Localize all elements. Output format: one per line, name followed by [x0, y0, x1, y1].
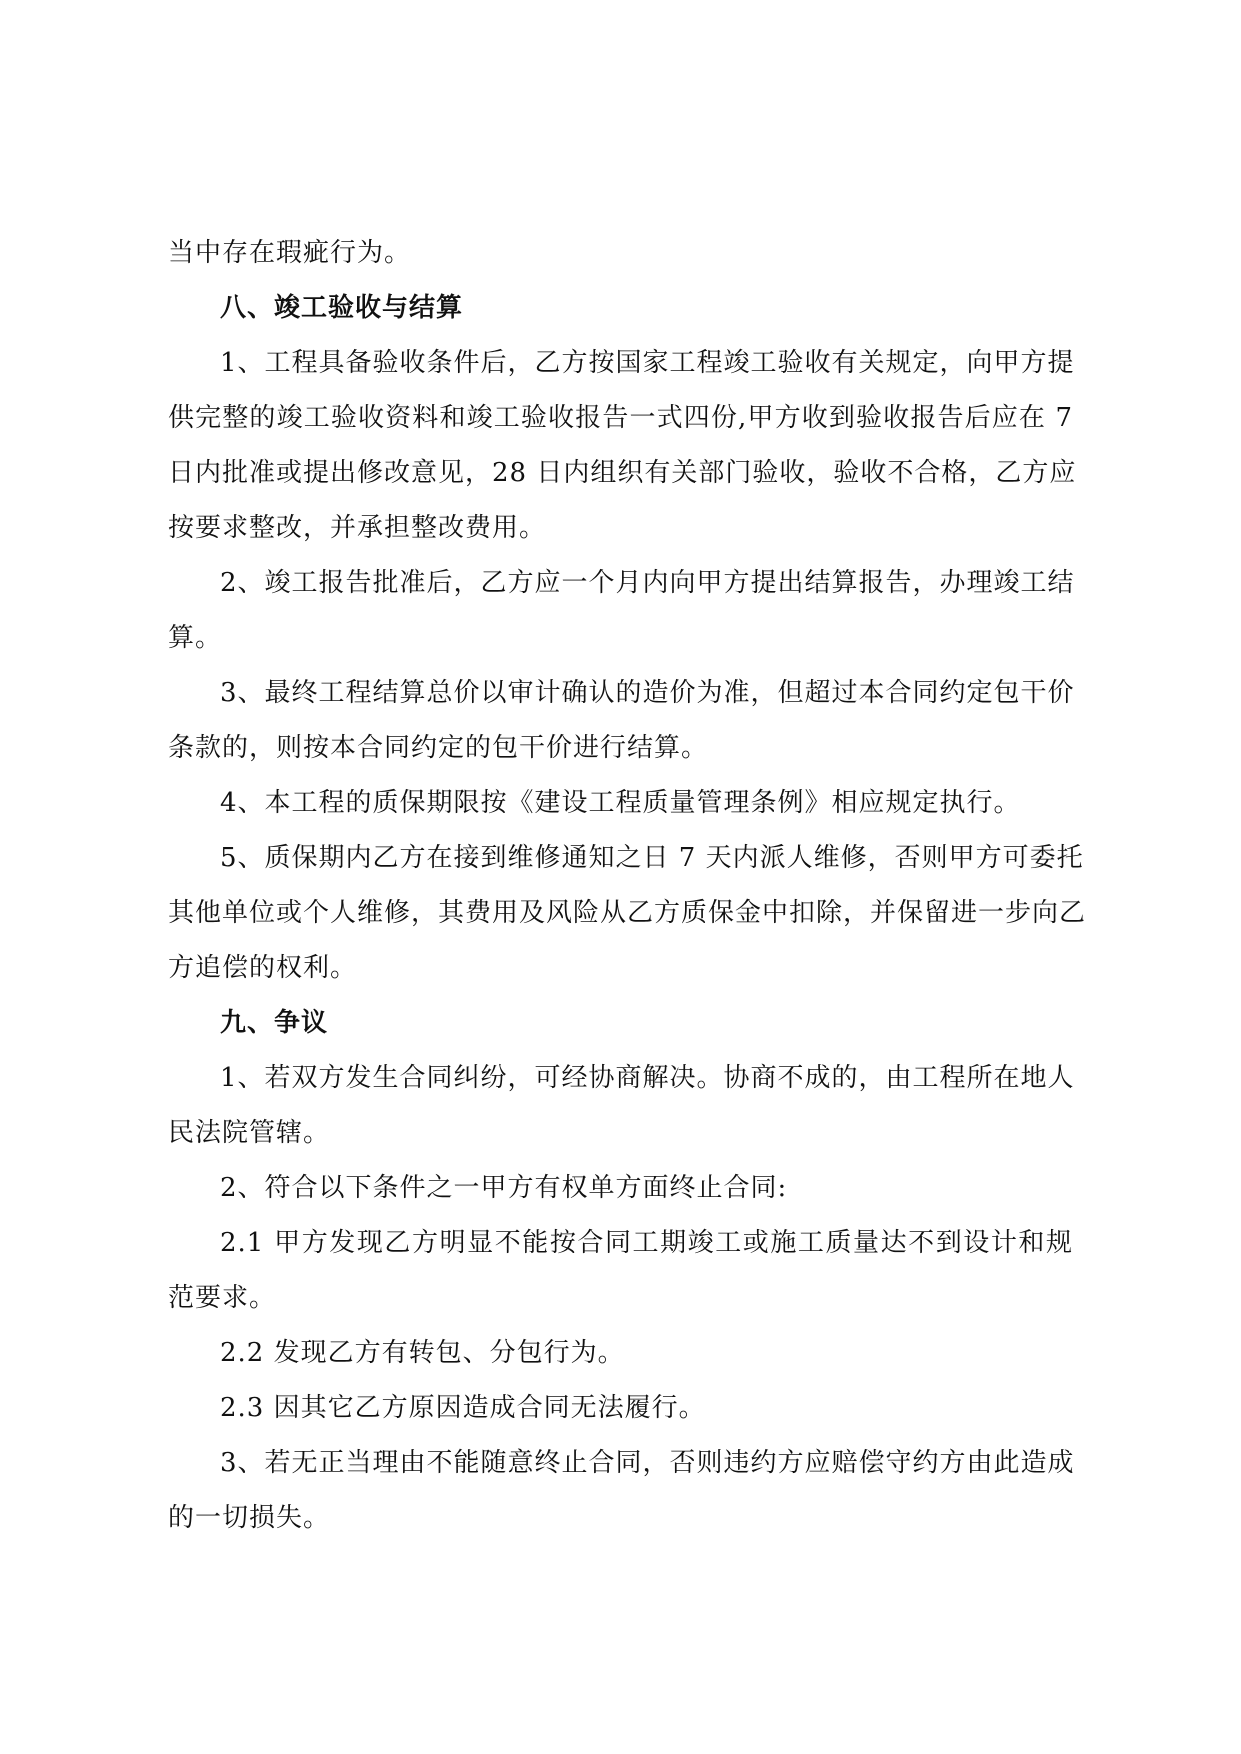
- text-line: 3、最终工程结算总价以审计确认的造价为准，但超过本合同约定包干价: [220, 678, 1075, 708]
- text-line: 2.2 发现乙方有转包、分包行为。: [220, 1338, 625, 1368]
- text-line: 2.1 甲方发现乙方明显不能按合同工期竣工或施工质量达不到设计和规: [220, 1228, 1073, 1258]
- text-line: 1、工程具备验收条件后，乙方按国家工程竣工验收有关规定，向甲方提: [220, 348, 1075, 378]
- text-line: 条款的，则按本合同约定的包干价进行结算。: [168, 733, 709, 763]
- text-line: 1、若双方发生合同纠纷，可经协商解决。协商不成的，由工程所在地人: [220, 1063, 1075, 1093]
- text-line: 2.3 因其它乙方原因造成合同无法履行。: [220, 1393, 706, 1423]
- text-line: 算。: [168, 623, 223, 653]
- text-line: 5、质保期内乙方在接到维修通知之日 7 天内派人维修，否则甲方可委托: [220, 843, 1084, 873]
- text-line: 其他单位或个人维修，其费用及风险从乙方质保金中扣除，并保留进一步向乙: [168, 898, 1087, 928]
- text-line: 2、符合以下条件之一甲方有权单方面终止合同:: [220, 1173, 788, 1203]
- text-line: 供完整的竣工验收资料和竣工验收报告一式四份,甲方收到验收报告后应在 7: [168, 403, 1073, 433]
- text-line: 2、竣工报告批准后，乙方应一个月内向甲方提出结算报告，办理竣工结: [220, 568, 1075, 598]
- text-line: 4、本工程的质保期限按《建设工程质量管理条例》相应规定执行。: [220, 788, 1021, 818]
- text-line: 当中存在瑕疵行为。: [168, 238, 412, 268]
- section-heading: 八、竣工验收与结算: [220, 293, 464, 323]
- text-line: 范要求。: [168, 1283, 277, 1313]
- text-line: 按要求整改，并承担整改费用。: [168, 513, 547, 543]
- text-line: 方追偿的权利。: [168, 953, 358, 983]
- text-line: 民法院管辖。: [168, 1118, 331, 1148]
- section-heading: 九、争议: [220, 1008, 329, 1038]
- text-line: 的一切损失。: [168, 1503, 331, 1533]
- text-line: 日内批准或提出修改意见，28 日内组织有关部门验收，验收不合格，乙方应: [168, 458, 1077, 488]
- text-line: 3、若无正当理由不能随意终止合同，否则违约方应赔偿守约方由此造成: [220, 1448, 1075, 1478]
